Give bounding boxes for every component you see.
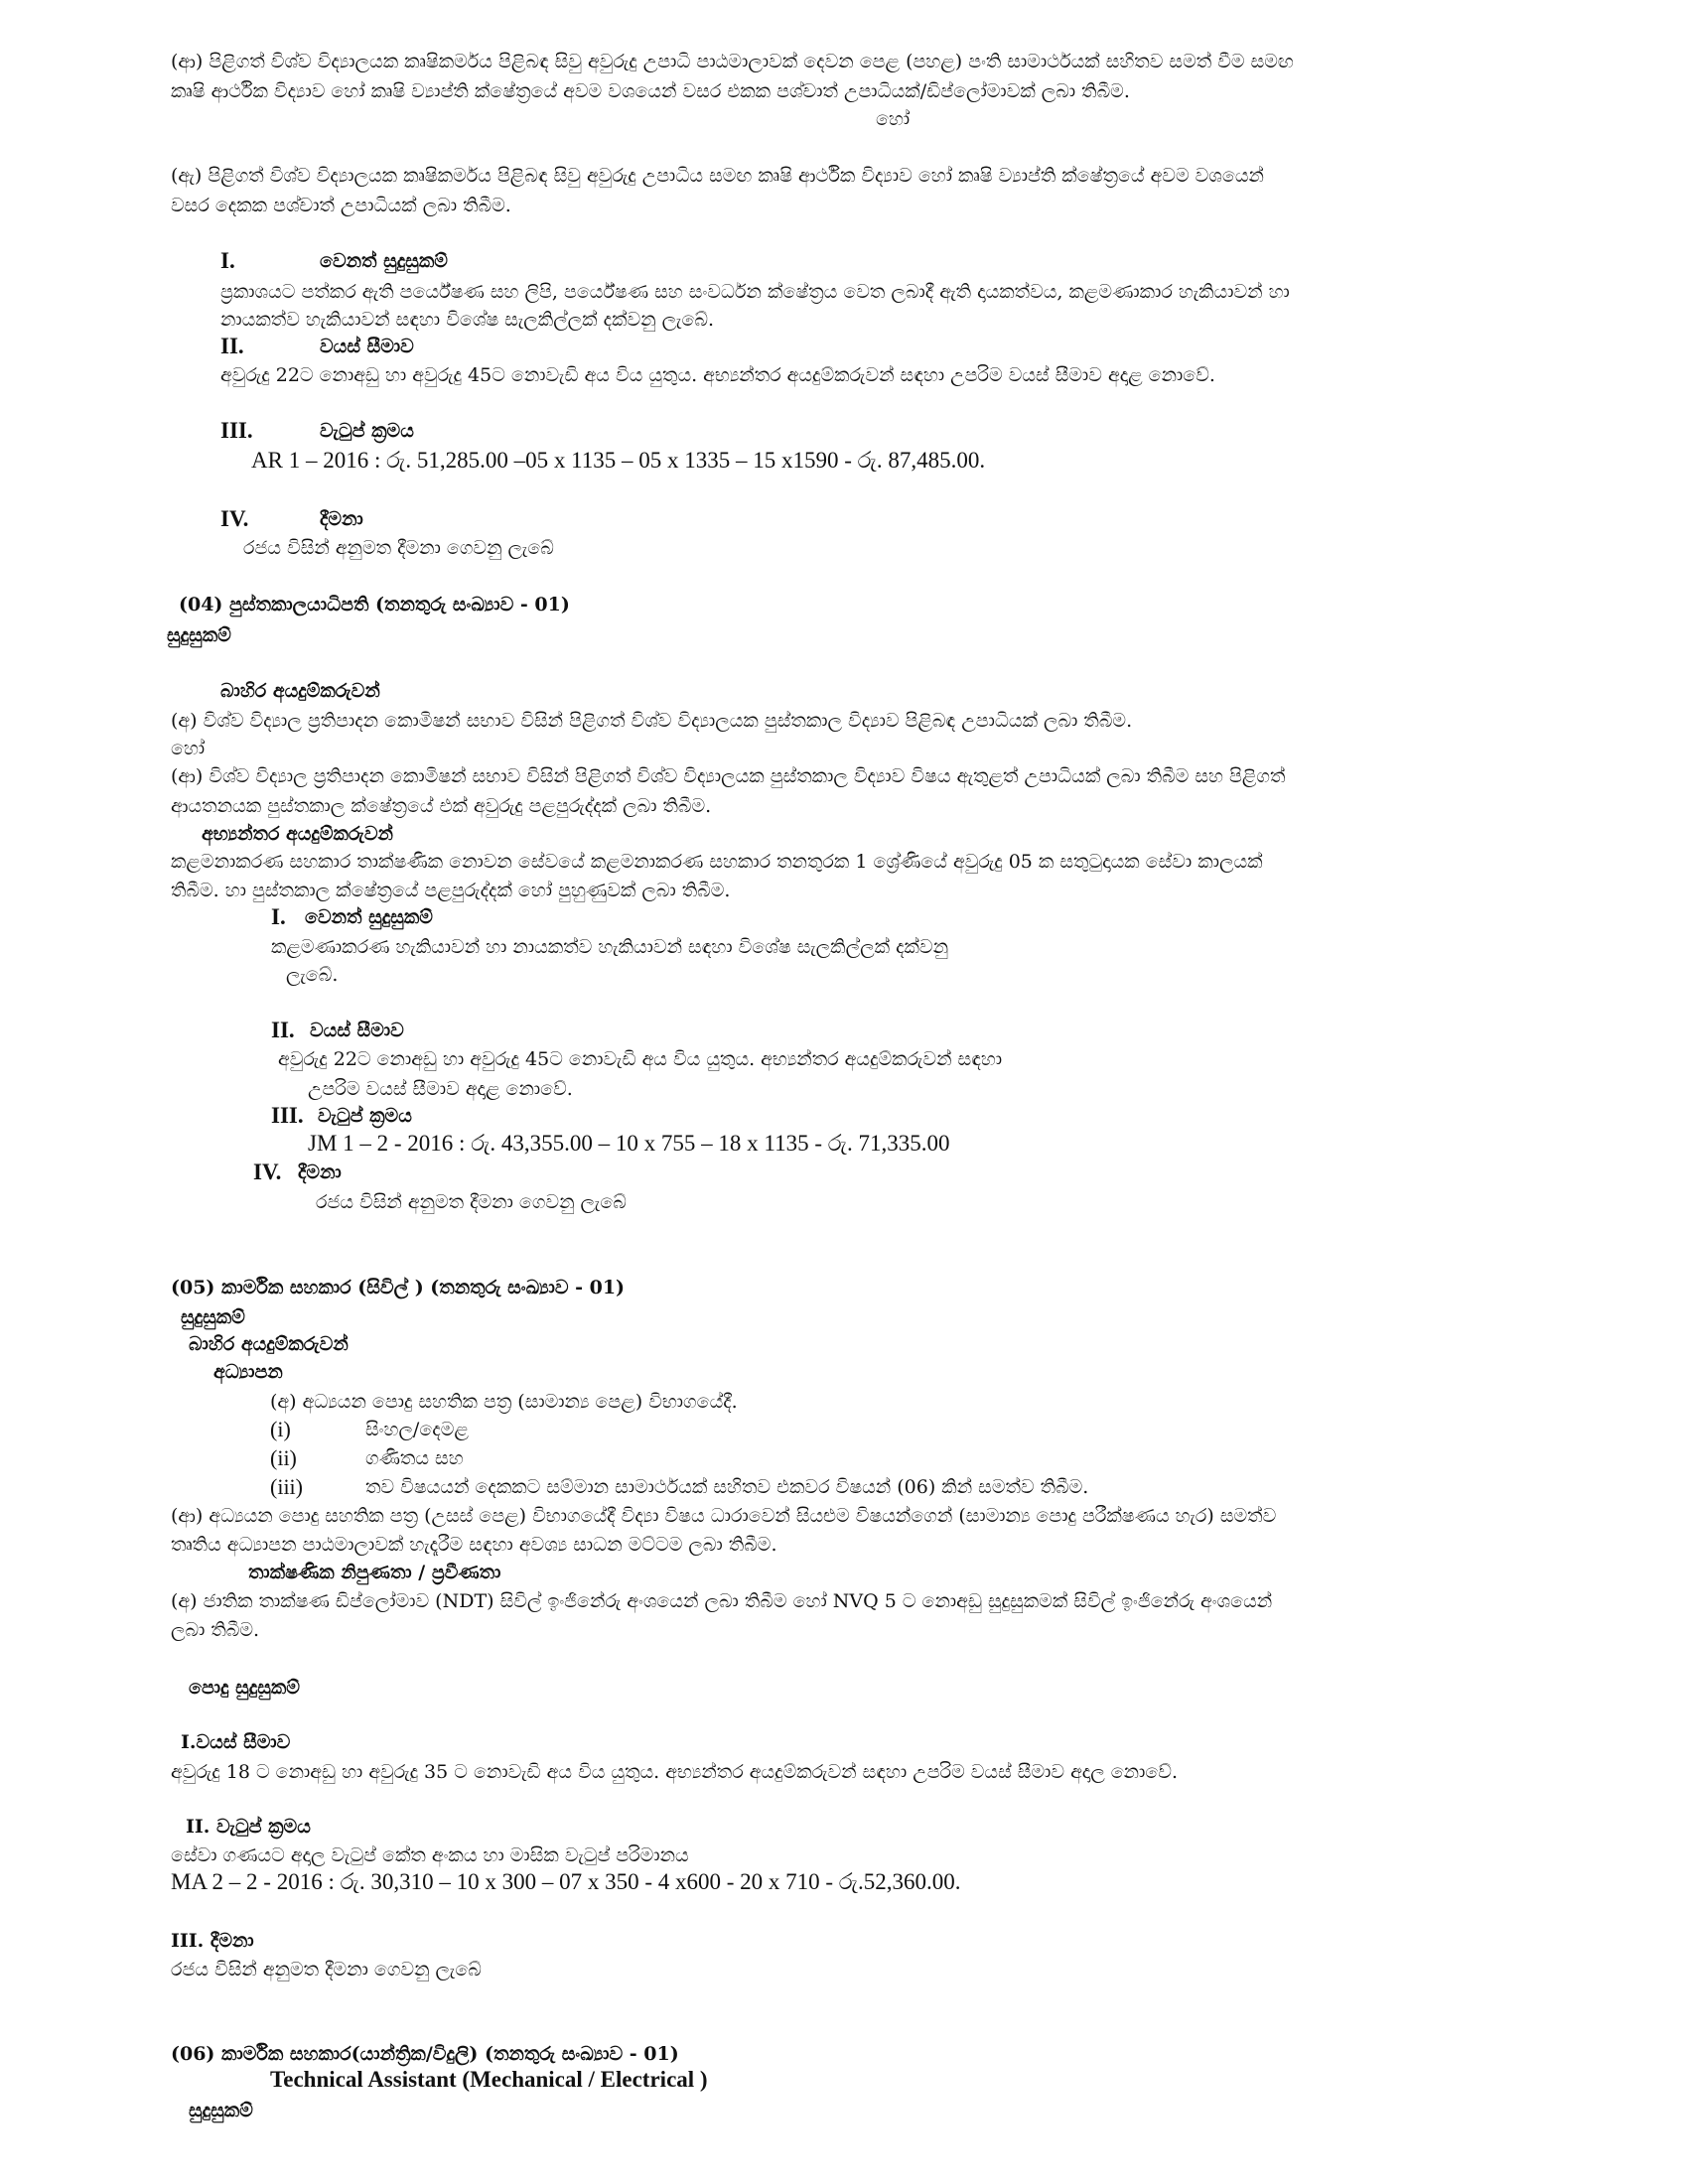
or-separator: හෝ (171, 738, 206, 759)
degree-clause-ae-line2: වසර දෙකක පශ්චාත් උපාධියක් ලබා තිබීම. (171, 195, 511, 216)
education-clause-aa-line2: තෘතිය අධ්‍යාපන පාඨමාලාවක් හැදෑරීම සඳහා අවශ්‍ය සාධන මට්ටම ලබා තිබීම. (171, 1534, 777, 1556)
roman-numeral-i: I. (271, 904, 286, 929)
age-limit-text: අවුරුදු 18 ට නොඅඩු හා අවුරුදු 35 ට නොවැඩි අය විය යුතුය. අභ්‍යන්තර අයදුම්කරුවන් සඳහා උපරිම වයස් සීමාව අදාල නොවේ. (171, 1761, 1178, 1783)
roman-numeral-i: I. (220, 248, 235, 273)
degree-clause-ae-line1: (ඇ) පිළිගත් විශ්ව විද්‍යාලයක කෘෂිකර්මය පිළිබඳ සිවු අවුරුදු උපාධිය සමඟ කෘෂි ආර්ථික විද්‍යාව හෝ කෘෂි ව්‍යාප්ති ක්ෂේත්‍රයේ අවම වශයෙන් (171, 165, 1264, 187)
education-clause-a: (අ) අධ්‍යයන පොදු සහතික පත්‍ර (සාමාන්‍ය පෙළ) විභාගයේදී. (270, 1391, 738, 1413)
salary-scale-heading: වැටුප් ක්‍රමය (320, 420, 414, 442)
salary-scale-heading: II. වැටුප් ක්‍රමය (186, 1816, 311, 1838)
item-numeral-ii: (ii) (270, 1445, 297, 1470)
technical-skills-heading: තාක්ෂණික නිපුණතා / ප්‍රවීණතා (248, 1562, 501, 1583)
allowances-text: රජය විසින් අනුමත දීමනා ගෙවනු ලැබේ (243, 537, 554, 559)
general-qualifications-heading: පොදු සුදුසුකම් (189, 1677, 300, 1699)
section-04-title: (04) පුස්තකාලයාධිපති (තනතුරු සංඛ්‍යාව - 01) (179, 594, 570, 615)
external-applicants-heading: බාහිර අයදුම්කරුවන් (220, 680, 380, 702)
roman-numeral-iv: IV. (220, 506, 249, 531)
librarian-clause-aa-line1: (ආ) විශ්ව විද්‍යාල ප්‍රතිපාදන කොමිෂන් සභාව විසින් පිළිගත් විශ්ව විද්‍යාලයක පුස්තකාල විද්‍යාව විෂය ඇතුළත් උපාධියක් ලබා තිබීම සහ පිළිගත් (171, 765, 1286, 787)
other-qualifications-line2: ලැබේ. (286, 964, 339, 986)
age-limit-line1: අවුරුදු 22ට නොඅඩු හා අවුරුදු 45ට නොවැඩි අය විය යුතුය. අභ්‍යන්තර අයදුම්කරුවන් සඳහා (278, 1048, 1003, 1070)
salary-scale-heading: වැටුප් ක්‍රමය (318, 1105, 412, 1127)
age-limit-line2: උපරිම වයස් සීමාව අදාළ නොවේ. (308, 1078, 573, 1100)
subject-sinhala-tamil: සිංහල/දෙමළ (365, 1419, 469, 1440)
degree-clause-aa-line2: කෘෂි ආර්ථික විද්‍යාව හෝ කෘෂි ව්‍යාප්ති ක්ෂේත්‍රයේ අවම වශයෙන් වසර එකක පශ්චාත් උපාධියක්/ඩිප්ලෝමාවක් ලබා තිබීම. (171, 80, 1130, 102)
roman-numeral-iii: III. (271, 1103, 304, 1128)
allowances-text: රජය විසින් අනුමත දීමනා ගෙවනු ලැබේ (316, 1191, 627, 1213)
age-limit-heading: වයස් සීමාව (320, 336, 414, 357)
librarian-clause-a: (අ) විශ්ව විද්‍යාල ප්‍රතිපාදන කොමිෂන් සභාව විසින් පිළිගත් විශ්ව විද්‍යාලයක පුස්තකාල විද්‍යාව පිළිබඳ උපාධියක් ලබා තිබීම. (171, 710, 1133, 732)
other-qualifications-line1: ප්‍රකාශයට පත්කර ඇති පර්යේෂණ සහ ලිපි, පර්යේෂණ සහ සංවර්ධන ක්ෂේත්‍රය වෙත ලබාදී ඇති දායකත්වය, කළමණාකාර හැකියාවන් හා (220, 281, 1290, 303)
internal-applicants-line2: තිබීම. හා පුස්තකාල ක්ෂේත්‍රයේ පළපුරුද්දක් හෝ පුහුණුවක් ලබා තිබීම. (171, 880, 731, 901)
roman-numeral-iii: III. (220, 418, 253, 443)
section-05-title: (05) කාර්මික සහකාර (සිවිල් ) (තනතුරු සංඛ්‍යාව - 01) (171, 1277, 626, 1298)
section-06-title: (06) කාර්මික සහකාර(යාන්ත්‍රික/විදුලි) (තනතුරු සංඛ්‍යාව - 01) (171, 2043, 679, 2065)
roman-numeral-ii: II. (271, 1018, 295, 1042)
age-limit-heading: වයස් සීමාව (310, 1020, 404, 1041)
allowances-heading: III. දීමනා (171, 1930, 254, 1952)
education-heading: අධ්‍යාපන (213, 1361, 283, 1383)
item-numeral-iii: (iii) (270, 1474, 303, 1499)
internal-applicants-heading: අභ්‍යන්තර අයදුම්කරුවන් (202, 823, 393, 845)
other-qualifications-line1: කළමණාකරණ හැකියාවන් හා නායකත්ව හැකියාවන් සඳහා විශේෂ සැලකිල්ලක් දක්වනු (271, 936, 949, 958)
allowances-text: රජය විසින් අනුමත දීමනා ගෙවනු ලැබේ (171, 1959, 482, 1980)
age-limit-heading: I.වයස් සීමාව (181, 1731, 291, 1753)
salary-scale-text: MA 2 – 2 - 2016 : රු. 30,310 – 10 x 300 – 07 x 350 - 4 x600 - 20 x 710 - රු.52,360.00. (171, 1869, 961, 1894)
technical-skills-line1: (අ) ජාතික තාක්ෂණ ඩිප්ලෝමාව (NDT) සිවිල් ඉංජිනේරු අංශයෙන් ලබා තිබීම හෝ NVQ 5 ට නොඅඩු සුදුසුකමක් සිවිල් ඉංජිනේරු අංශයෙන් (171, 1590, 1273, 1612)
roman-numeral-ii: II. (220, 334, 244, 358)
other-qualifications-line2: නායකත්ව හැකියාවන් සඳහා විශේෂ සැලකිල්ලක් දක්වනු ලැබේ. (220, 309, 715, 331)
or-separator: හෝ (876, 108, 911, 130)
internal-applicants-line1: කළමනාකරණ සහකාර තාක්ෂණික නොවන සේවයේ කළමනාකරණ සහකාර තනතුරක 1 ශ්‍රේණියේ අවුරුදු 05 ක සතුටුදායක සේවා කාලයක් (171, 851, 1263, 873)
other-qualifications-heading: වෙනත් සුදුසුකම් (320, 250, 448, 272)
section-05-qualifications-heading: සුදුසුකම් (181, 1306, 245, 1328)
other-qualifications-heading: වෙනත් සුදුසුකම් (305, 906, 433, 928)
salary-scale-text: JM 1 – 2 - 2016 : රු. 43,355.00 – 10 x 755 – 18 x 1135 - රු. 71,335.00 (308, 1131, 950, 1156)
roman-numeral-iv: IV. (253, 1160, 282, 1184)
age-limit-text: අවුරුදු 22ට නොඅඩු හා අවුරුදු 45ට නොවැඩි අය විය යුතුය. අභ්‍යන්තර අයදුම්කරුවන් සඳහා උපරිම වයස් සීමාව අදාළ නොවේ. (220, 364, 1215, 386)
allowances-heading: දීමනා (298, 1161, 342, 1183)
section-06-qualifications-heading: සුදුසුකම් (189, 2100, 253, 2121)
technical-skills-line2: ලබා තිබීම. (171, 1619, 260, 1641)
librarian-clause-aa-line2: ආයතනයක පුස්තකාල ක්ෂේත්‍රයේ එක් අවුරුදු පළපුරුද්දක් ලබා තිබීම. (171, 795, 712, 817)
degree-clause-aa-line1: (ආ) පිළිගත් විශ්ව විද්‍යාලයක කෘෂිකර්මය පිළිබඳ සිවු අවුරුදු උපාධි පාඨමාලාවක් දෙවන පෙළ (පහළ) පංති සාමාර්ථයක් සහිතව සමත් වීම සමඟ (171, 51, 1294, 72)
salary-scale-description: සේවා ගණයට අදාල වැටුප් කේත අංකය හා මාසික වැටුප් පරිමානය (171, 1844, 689, 1866)
education-clause-aa-line1: (ආ) අධ්‍යයන පොදු සහතික පත්‍ර (උසස් පෙළ) විභාගයේදී විද්‍යා විෂය ධාරාවෙන් සියළුම විෂයන්ගෙන් (සාමාන්‍ය පොදු පරීක්ෂණය හැර) සමත්ව (171, 1505, 1277, 1527)
subject-mathematics: ගණිතය සහ (365, 1447, 464, 1469)
salary-scale-text: AR 1 – 2016 : රු. 51,285.00 –05 x 1135 – 05 x 1335 – 15 x1590 - රු. 87,485.00. (251, 448, 986, 473)
item-numeral-i: (i) (270, 1417, 291, 1441)
subject-credit-passes: තව විෂයයන් දෙකකට සම්මාන සාමාර්ථයක් සහිතව එකවර විෂයන් (06) කින් සමත්ව තිබීම. (365, 1476, 1089, 1498)
allowances-heading: දීමනා (320, 508, 363, 530)
external-applicants-heading: බාහිර අයදුම්කරුවන් (189, 1333, 349, 1355)
section-06-english-title: Technical Assistant (Mechanical / Electrical ) (270, 2067, 708, 2092)
section-04-qualifications-heading: සුදුසුකම් (167, 624, 231, 646)
